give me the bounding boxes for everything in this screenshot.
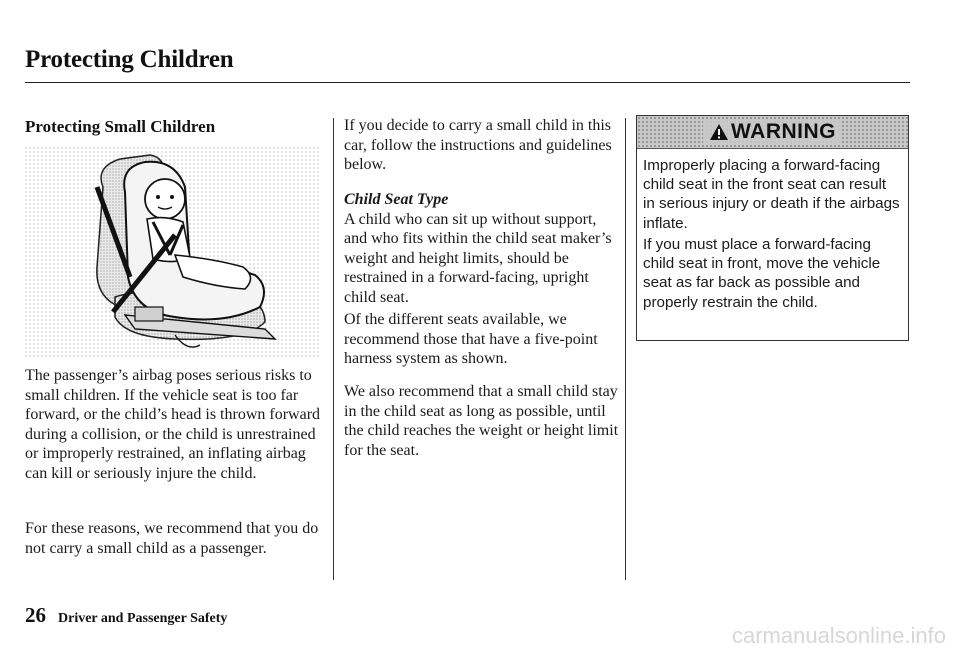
column-divider <box>333 118 334 580</box>
child-seat-type-paragraph <box>344 190 619 307</box>
warning-text-2: If you must place a forward-facing child seat in front, move the vehicle seat as far back as possible and properly restrain the child. <box>643 236 881 311</box>
watermark: carmanualsonline.info <box>731 623 946 648</box>
column-divider <box>625 118 626 580</box>
warning-label-text: WARNING <box>731 120 836 143</box>
warning-triangle-icon <box>709 123 729 141</box>
harness-paragraph: Of the different seats available, we recommend those that have a five-point harness system as shown. <box>344 311 598 367</box>
warning-box <box>636 115 909 341</box>
section-heading: Protecting Small Children <box>25 117 216 136</box>
child-seat-type-heading: Child Seat Type <box>344 191 449 208</box>
page-title: Protecting Children <box>25 46 234 73</box>
airbag-risk-paragraph: The passenger’s airbag poses serious risks to small children. If the vehicle seat is too far forward, or the child’s head is thrown forward during a collision, or the child is unrestrained or improperly restrained, an inflating airbag can kill or seriously injure the child. <box>25 367 321 482</box>
footer-section-title: Driver and Passenger Safety <box>58 611 228 626</box>
page-footer <box>25 603 227 628</box>
warning-label <box>703 120 842 144</box>
recommendation-paragraph: For these reasons, we recommend that you do not carry a small child as a passenger. <box>25 520 319 557</box>
intro-paragraph: If you decide to carry a small child in this car, follow the instructions and guidelines below. <box>344 117 612 173</box>
stay-in-seat-paragraph: We also recommend that a small child stay in the child seat as long as possible, until the child reaches the weight or height limit for the seat. <box>344 383 619 459</box>
page-number: 26 <box>25 603 46 627</box>
child-seat-illustration <box>25 147 320 357</box>
warning-banner <box>637 116 908 149</box>
title-rule <box>25 82 910 83</box>
warning-text-1: Improperly placing a forward-facing child seat in the front seat can result in serious injury or death if the airbags inflate. <box>643 157 900 232</box>
child-seat-type-text: A child who can sit up without support, and who fits within the child seat maker’s weight and height limits, should be restrained in a forward-facing, upright child seat. <box>344 210 612 306</box>
